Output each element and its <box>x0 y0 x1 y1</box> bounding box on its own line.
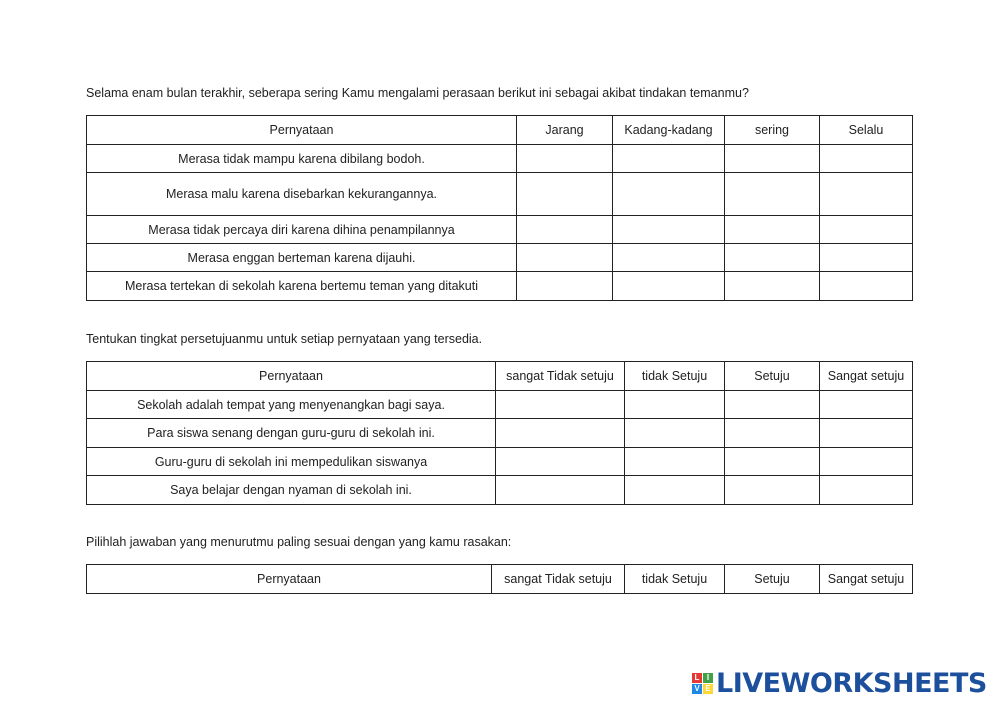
answer-cell-jarang[interactable] <box>517 173 613 216</box>
logo-badge-icon <box>692 673 713 694</box>
answer-cell-selalu[interactable] <box>820 145 913 173</box>
agreement-table <box>86 361 913 505</box>
answer-cell-kadang-kadang[interactable] <box>613 216 725 244</box>
header-setuju: Setuju <box>725 565 820 594</box>
statement-cell: Merasa tertekan di sekolah karena bertemu teman yang ditakuti <box>87 272 517 301</box>
header-tidak-setuju: tidak Setuju <box>625 565 725 594</box>
table-row <box>87 173 913 216</box>
table-row <box>87 244 913 272</box>
question-3: Pilihlah jawaban yang menurutmu paling sesuai dengan yang kamu rasakan: <box>86 535 512 549</box>
answer-cell-jarang[interactable] <box>517 145 613 173</box>
statement-cell: Merasa malu karena disebarkan kekurangannya. <box>87 173 517 216</box>
table-row <box>87 145 913 173</box>
answer-cell-sangat-setuju[interactable] <box>820 419 913 448</box>
answer-cell-sering[interactable] <box>725 244 820 272</box>
logo-badge-letter: E <box>703 684 713 694</box>
header-statement: Pernyataan <box>87 362 496 391</box>
header-sangat-tidak-setuju: sangat Tidak setuju <box>492 565 625 594</box>
header-sangat-setuju: Sangat setuju <box>820 362 913 391</box>
answer-cell-tidak-setuju[interactable] <box>625 476 725 505</box>
statement-cell: Merasa enggan berteman karena dijauhi. <box>87 244 517 272</box>
table-row <box>87 216 913 244</box>
table-row <box>87 272 913 301</box>
question-2: Tentukan tingkat persetujuanmu untuk setiap pernyataan yang tersedia. <box>86 332 483 346</box>
table-header-row <box>87 116 913 145</box>
answer-cell-sering[interactable] <box>725 173 820 216</box>
answer-cell-kadang-kadang[interactable] <box>613 173 725 216</box>
choice-table <box>86 564 913 594</box>
header-selalu: Selalu <box>820 116 913 145</box>
answer-cell-sangat-setuju[interactable] <box>820 448 913 476</box>
table-row <box>87 476 913 505</box>
answer-cell-selalu[interactable] <box>820 272 913 301</box>
answer-cell-sering[interactable] <box>725 145 820 173</box>
statement-cell: Merasa tidak percaya diri karena dihina penampilannya <box>87 216 517 244</box>
table-header-row <box>87 362 913 391</box>
header-setuju: Setuju <box>725 362 820 391</box>
table-row <box>87 419 913 448</box>
answer-cell-kadang-kadang[interactable] <box>613 244 725 272</box>
answer-cell-jarang[interactable] <box>517 272 613 301</box>
answer-cell-tidak-setuju[interactable] <box>625 391 725 419</box>
answer-cell-kadang-kadang[interactable] <box>613 272 725 301</box>
answer-cell-selalu[interactable] <box>820 173 913 216</box>
logo-badge-letter: I <box>703 673 713 683</box>
answer-cell-sangat-tidak-setuju[interactable] <box>496 448 625 476</box>
answer-cell-jarang[interactable] <box>517 244 613 272</box>
header-kadang-kadang: Kadang-kadang <box>613 116 725 145</box>
statement-cell: Saya belajar dengan nyaman di sekolah ini. <box>87 476 496 505</box>
table-row <box>87 391 913 419</box>
header-sangat-setuju: Sangat setuju <box>820 565 913 594</box>
answer-cell-sering[interactable] <box>725 272 820 301</box>
statement-cell: Sekolah adalah tempat yang menyenangkan bagi saya. <box>87 391 496 419</box>
logo-badge-letter: V <box>692 684 702 694</box>
answer-cell-setuju[interactable] <box>725 448 820 476</box>
answer-cell-setuju[interactable] <box>725 419 820 448</box>
frequency-table <box>86 115 913 301</box>
header-jarang: Jarang <box>517 116 613 145</box>
answer-cell-setuju[interactable] <box>725 476 820 505</box>
answer-cell-setuju[interactable] <box>725 391 820 419</box>
header-tidak-setuju: tidak Setuju <box>625 362 725 391</box>
header-sering: sering <box>725 116 820 145</box>
table-header-row <box>87 565 913 594</box>
statement-cell: Para siswa senang dengan guru-guru di sekolah ini. <box>87 419 496 448</box>
answer-cell-sangat-tidak-setuju[interactable] <box>496 419 625 448</box>
answer-cell-sangat-setuju[interactable] <box>820 476 913 505</box>
answer-cell-selalu[interactable] <box>820 244 913 272</box>
answer-cell-tidak-setuju[interactable] <box>625 448 725 476</box>
answer-cell-tidak-setuju[interactable] <box>625 419 725 448</box>
statement-cell: Guru-guru di sekolah ini mempedulikan siswanya <box>87 448 496 476</box>
liveworksheets-logo <box>692 668 987 698</box>
header-statement: Pernyataan <box>87 116 517 145</box>
header-sangat-tidak-setuju: sangat Tidak setuju <box>496 362 625 391</box>
header-statement: Pernyataan <box>87 565 492 594</box>
table-row <box>87 448 913 476</box>
answer-cell-sangat-setuju[interactable] <box>820 391 913 419</box>
statement-cell: Merasa tidak mampu karena dibilang bodoh. <box>87 145 517 173</box>
logo-badge-letter: L <box>692 673 702 683</box>
answer-cell-selalu[interactable] <box>820 216 913 244</box>
answer-cell-sangat-tidak-setuju[interactable] <box>496 391 625 419</box>
answer-cell-jarang[interactable] <box>517 216 613 244</box>
answer-cell-kadang-kadang[interactable] <box>613 145 725 173</box>
answer-cell-sangat-tidak-setuju[interactable] <box>496 476 625 505</box>
question-1: Selama enam bulan terakhir, seberapa sering Kamu mengalami perasaan berikut ini sebagai akibat tindakan temanmu? <box>86 86 749 100</box>
logo-text: LIVEWORKSHEETS <box>716 667 987 699</box>
answer-cell-sering[interactable] <box>725 216 820 244</box>
